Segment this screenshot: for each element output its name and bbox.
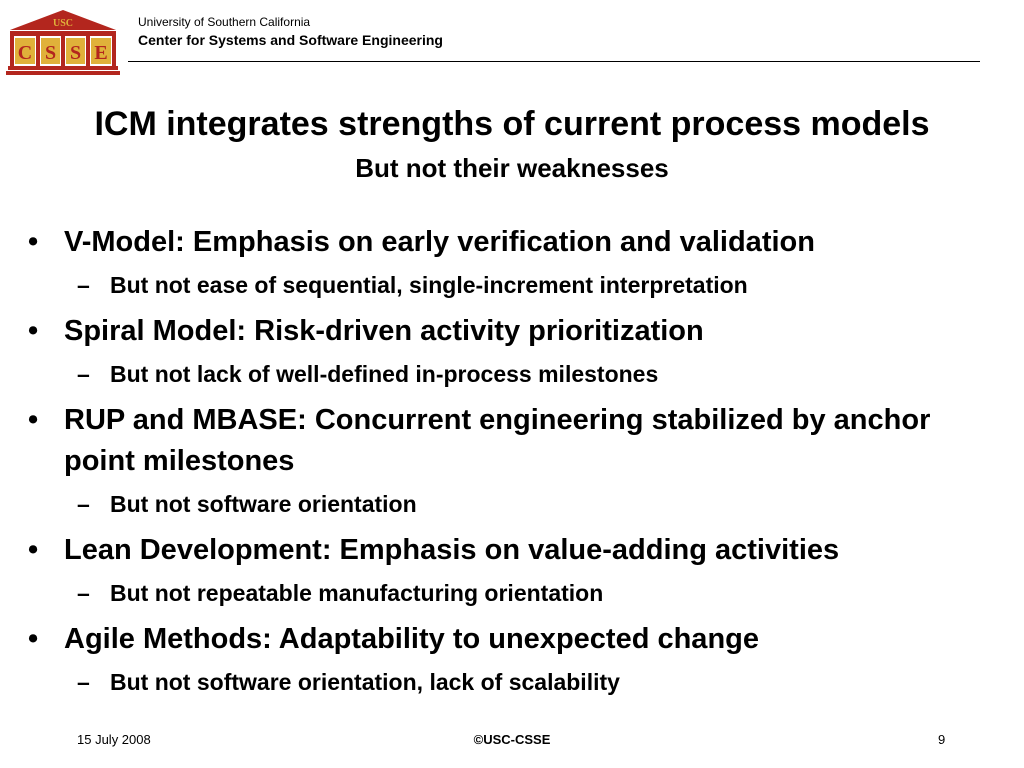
sub-bullet-text: But not repeatable manufacturing orientation bbox=[110, 580, 604, 606]
sub-bullet-text: But not ease of sequential, single-increment interpretation bbox=[110, 272, 748, 298]
sub-bullet-item bbox=[0, 356, 1024, 392]
bullet-list bbox=[0, 222, 1024, 708]
footer-copyright: ©USC-CSSE bbox=[473, 732, 551, 747]
bullet-item bbox=[0, 222, 1024, 263]
logo-beam bbox=[10, 31, 116, 36]
logo-base bbox=[6, 71, 120, 75]
university-name: University of Southern California bbox=[138, 15, 311, 29]
sub-bullet-item bbox=[0, 575, 1024, 611]
logo-letter: E bbox=[94, 42, 108, 64]
sub-bullet-marker: – bbox=[77, 580, 90, 606]
slide-subtitle: But not their weaknesses bbox=[355, 153, 669, 183]
bullet-text: Lean Development: Emphasis on value-adding activities bbox=[64, 534, 840, 566]
bullet-text: RUP and MBASE: Concurrent engineering stabilized by anchor point milestones bbox=[64, 404, 931, 477]
bullet-text: V-Model: Emphasis on early verification and validation bbox=[64, 226, 815, 258]
bullet-marker: • bbox=[28, 534, 39, 566]
sub-bullet-text: But not lack of well-defined in-process milestones bbox=[110, 361, 659, 387]
logo-column bbox=[86, 36, 90, 66]
sub-bullet-item bbox=[0, 267, 1024, 303]
sub-bullet-text: But not software orientation, lack of scalability bbox=[110, 669, 620, 695]
bullet-marker: • bbox=[28, 404, 39, 436]
footer-date: 15 July 2008 bbox=[77, 732, 151, 747]
bullet-item bbox=[0, 311, 1024, 352]
sub-bullet-marker: – bbox=[77, 491, 90, 517]
sub-bullet-marker: – bbox=[77, 361, 90, 387]
logo-column bbox=[112, 36, 116, 66]
bullet-item bbox=[0, 530, 1024, 571]
sub-bullet-item bbox=[0, 664, 1024, 700]
header-divider bbox=[128, 61, 980, 62]
logo-column bbox=[61, 36, 65, 66]
center-name: Center for Systems and Software Engineering bbox=[138, 32, 443, 48]
organization-header bbox=[138, 14, 443, 50]
bullet-item bbox=[0, 400, 1024, 482]
usc-csse-logo bbox=[6, 8, 120, 76]
logo-column bbox=[10, 36, 14, 66]
bullet-marker: • bbox=[28, 226, 39, 258]
logo-letter: S bbox=[44, 42, 57, 64]
slide-title: ICM integrates strengths of current process models bbox=[94, 105, 930, 143]
logo-usc-text: USC bbox=[52, 18, 74, 29]
logo-letter: S bbox=[69, 42, 82, 64]
sub-bullet-text: But not software orientation bbox=[110, 491, 417, 517]
logo-column bbox=[36, 36, 40, 66]
page-number: 9 bbox=[938, 732, 946, 747]
bullet-marker: • bbox=[28, 315, 39, 347]
sub-bullet-item bbox=[0, 486, 1024, 522]
bullet-text: Spiral Model: Risk-driven activity prioritization bbox=[64, 315, 704, 347]
logo-base bbox=[8, 66, 118, 70]
sub-bullet-marker: – bbox=[77, 669, 90, 695]
logo-letter: C bbox=[17, 42, 33, 64]
sub-bullet-marker: – bbox=[77, 272, 90, 298]
bullet-item bbox=[0, 619, 1024, 660]
bullet-text: Agile Methods: Adaptability to unexpected change bbox=[64, 623, 759, 655]
bullet-marker: • bbox=[28, 623, 39, 655]
